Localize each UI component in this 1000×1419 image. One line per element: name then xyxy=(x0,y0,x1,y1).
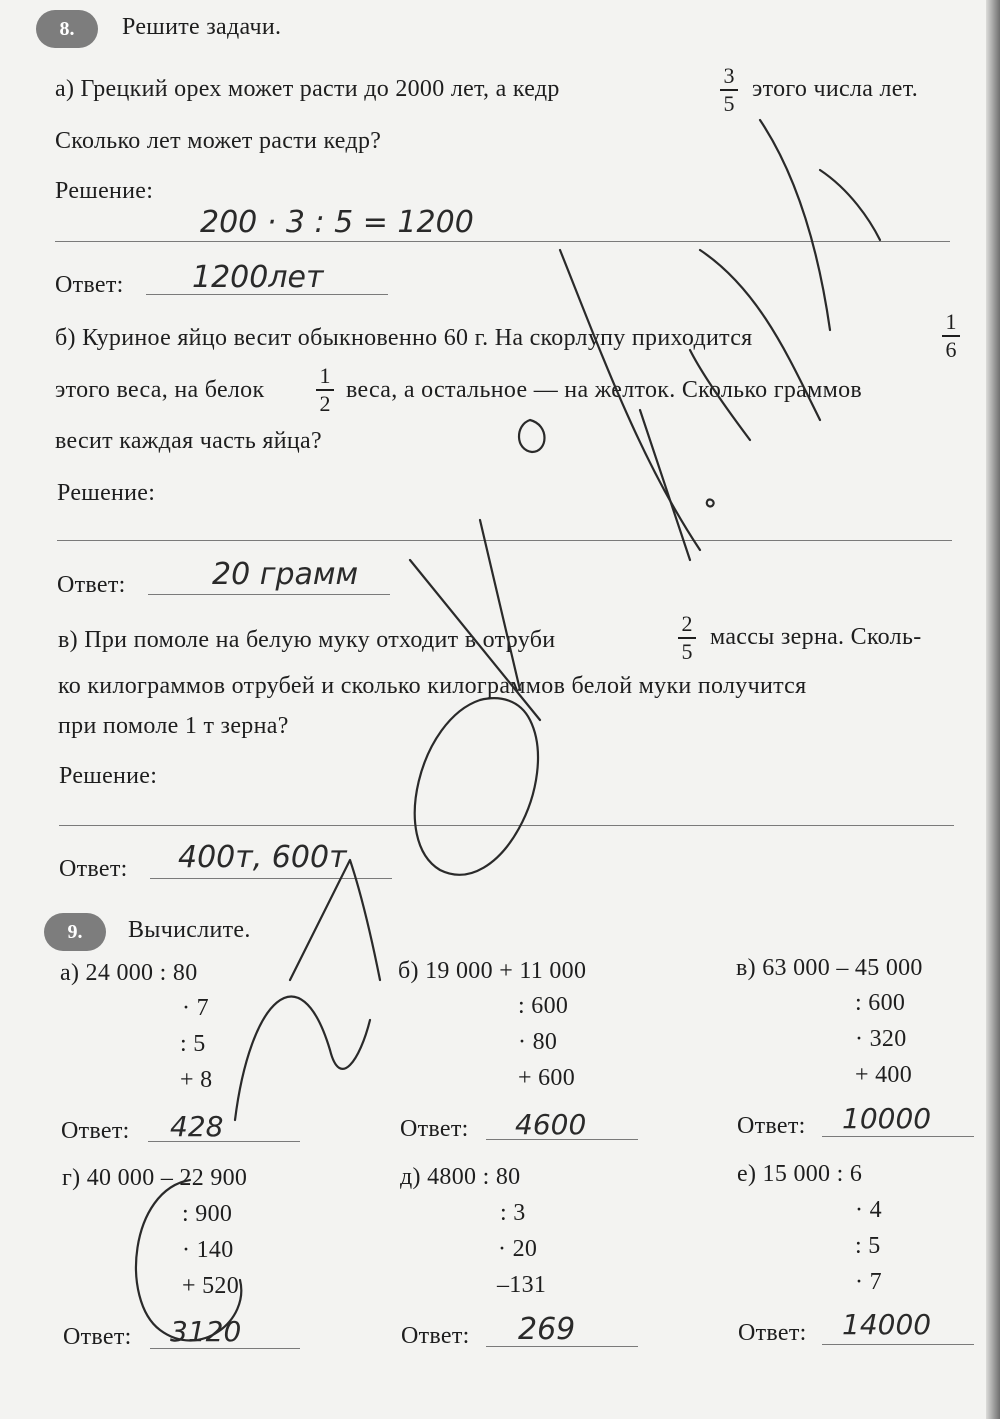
task-8-title: Решите задачи. xyxy=(122,14,282,40)
task-9d-expr-0: г) 40 000 – 22 900 xyxy=(62,1165,248,1191)
task-9e-answer-label: Ответ: xyxy=(401,1323,470,1349)
task-8c-fraction xyxy=(678,612,696,664)
fraction-denominator: 5 xyxy=(681,638,693,664)
task-9c-expr-3: + 400 xyxy=(855,1062,913,1088)
fraction-numerator: 1 xyxy=(945,309,957,334)
task-9d-expr-3: + 520 xyxy=(182,1273,240,1299)
scrawl-stroke xyxy=(820,170,880,240)
task-8a-answer-label: Ответ: xyxy=(55,272,124,298)
task-9a-expr-3: + 8 xyxy=(180,1067,213,1093)
task-8b-solution-line xyxy=(57,540,952,541)
task-9b-expr-0: б) 19 000 + 11 000 xyxy=(398,958,587,984)
task-8b-text-1: б) Куриное яйцо весит обыкновенно 60 г. На скорлупу приходится xyxy=(55,325,753,351)
handwritten-9d-answer: 3120 xyxy=(170,1315,242,1348)
scrawl-stroke xyxy=(235,997,370,1120)
fraction-denominator: 5 xyxy=(723,90,735,116)
task-8a-solution-label: Решение: xyxy=(55,178,154,204)
task-8c-answer-label: Ответ: xyxy=(59,856,128,882)
task-9f-expr-1: · 4 xyxy=(855,1197,882,1223)
task-9e-expr-3: –131 xyxy=(497,1272,547,1298)
task-8a-solution-line xyxy=(55,241,950,242)
task-9c-answer-label: Ответ: xyxy=(737,1113,806,1139)
handwritten-9b-answer: 4600 xyxy=(515,1108,587,1141)
task-9e-expr-0: д) 4800 : 80 xyxy=(400,1164,521,1190)
task-9-badge: 9. xyxy=(44,913,106,951)
handwritten-8b-answer: 20 грамм xyxy=(212,557,359,592)
handwritten-8a-answer: 1200лет xyxy=(192,260,324,295)
task-8a-text-2: Сколько лет может расти кедр? xyxy=(55,128,382,154)
task-8c-text-1: в) При помоле на белую муку отходит в отруби xyxy=(58,627,556,653)
task-9f-expr-0: е) 15 000 : 6 xyxy=(737,1161,863,1187)
scrawl-stroke xyxy=(480,520,520,690)
task-8a-text-1: а) Грецкий орех может расти до 2000 лет, а кедр xyxy=(55,76,560,102)
handwritten-8c-answer: 400т, 600т xyxy=(178,840,347,875)
task-8c-text-3: при помоле 1 т зерна? xyxy=(58,713,289,739)
task-8b-fraction-2 xyxy=(316,364,334,416)
task-8a-text-1-end: этого числа лет. xyxy=(752,76,919,102)
task-9a-answer-label: Ответ: xyxy=(61,1118,130,1144)
task-9d-answer-line xyxy=(150,1348,300,1349)
task-8c-answer-line xyxy=(150,878,392,879)
fraction-numerator: 2 xyxy=(681,611,693,636)
task-9d-expr-2: · 140 xyxy=(182,1237,234,1263)
task-8c-solution-label: Решение: xyxy=(59,763,158,789)
task-9f-answer-label: Ответ: xyxy=(738,1320,807,1346)
task-8-badge: 8. xyxy=(36,10,98,48)
scrawl-stroke xyxy=(519,420,545,452)
task-8b-text-3: весит каждая часть яйца? xyxy=(55,428,322,454)
task-9b-answer-label: Ответ: xyxy=(400,1116,469,1142)
page-edge-shadow xyxy=(986,0,1000,1419)
task-8b-text-2: этого веса, на белок xyxy=(55,377,265,403)
task-9-title: Вычислите. xyxy=(128,917,251,943)
handwritten-9f-answer: 14000 xyxy=(842,1308,932,1341)
task-8b-answer-label: Ответ: xyxy=(57,572,126,598)
task-9b-expr-2: · 80 xyxy=(518,1029,558,1055)
task-9a-expr-2: : 5 xyxy=(180,1031,206,1057)
task-8c-text-1-end: массы зерна. Сколь- xyxy=(710,624,922,650)
task-9f-expr-3: · 7 xyxy=(855,1269,882,1295)
task-9e-expr-2: · 20 xyxy=(498,1236,538,1262)
scrawl-stroke xyxy=(707,500,714,507)
task-9a-expr-1: · 7 xyxy=(182,995,209,1021)
task-9b-expr-3: + 600 xyxy=(518,1065,576,1091)
fraction-numerator: 3 xyxy=(723,63,735,88)
task-9c-expr-2: · 320 xyxy=(855,1026,907,1052)
task-9d-expr-1: : 900 xyxy=(182,1201,233,1227)
task-8b-answer-line xyxy=(148,594,390,595)
handwritten-9c-answer: 10000 xyxy=(842,1102,932,1135)
task-8b-solution-label: Решение: xyxy=(57,480,156,506)
fraction-denominator: 2 xyxy=(319,390,331,416)
task-9e-expr-1: : 3 xyxy=(500,1200,526,1226)
task-8b-text-2-end: веса, а остальное — на желток. Сколько граммов xyxy=(346,377,863,403)
fraction-denominator: 6 xyxy=(945,336,957,362)
task-9c-expr-1: : 600 xyxy=(855,990,906,1016)
fraction-numerator: 1 xyxy=(319,363,331,388)
task-9c-expr-0: в) 63 000 – 45 000 xyxy=(736,955,923,981)
task-9f-answer-line xyxy=(822,1344,974,1345)
task-8c-solution-line xyxy=(59,825,954,826)
scrawl-stroke xyxy=(415,698,538,875)
handwritten-8a-solution: 200 · 3 : 5 = 1200 xyxy=(200,205,474,240)
task-9b-expr-1: : 600 xyxy=(518,993,569,1019)
task-8c-text-2: ко килограммов отрубей и сколько килограммов белой муки получится xyxy=(58,673,807,699)
task-9a-expr-0: а) 24 000 : 80 xyxy=(60,960,198,986)
task-8a-fraction xyxy=(720,64,738,116)
handwritten-9e-answer: 269 xyxy=(518,1312,576,1347)
task-9d-answer-label: Ответ: xyxy=(63,1324,132,1350)
scrawl-stroke xyxy=(640,410,690,560)
task-8b-fraction-1 xyxy=(942,310,960,362)
task-9f-expr-2: : 5 xyxy=(855,1233,881,1259)
handwritten-9a-answer: 428 xyxy=(170,1110,224,1143)
scrawl-stroke xyxy=(760,120,830,330)
task-9c-answer-line xyxy=(822,1136,974,1137)
